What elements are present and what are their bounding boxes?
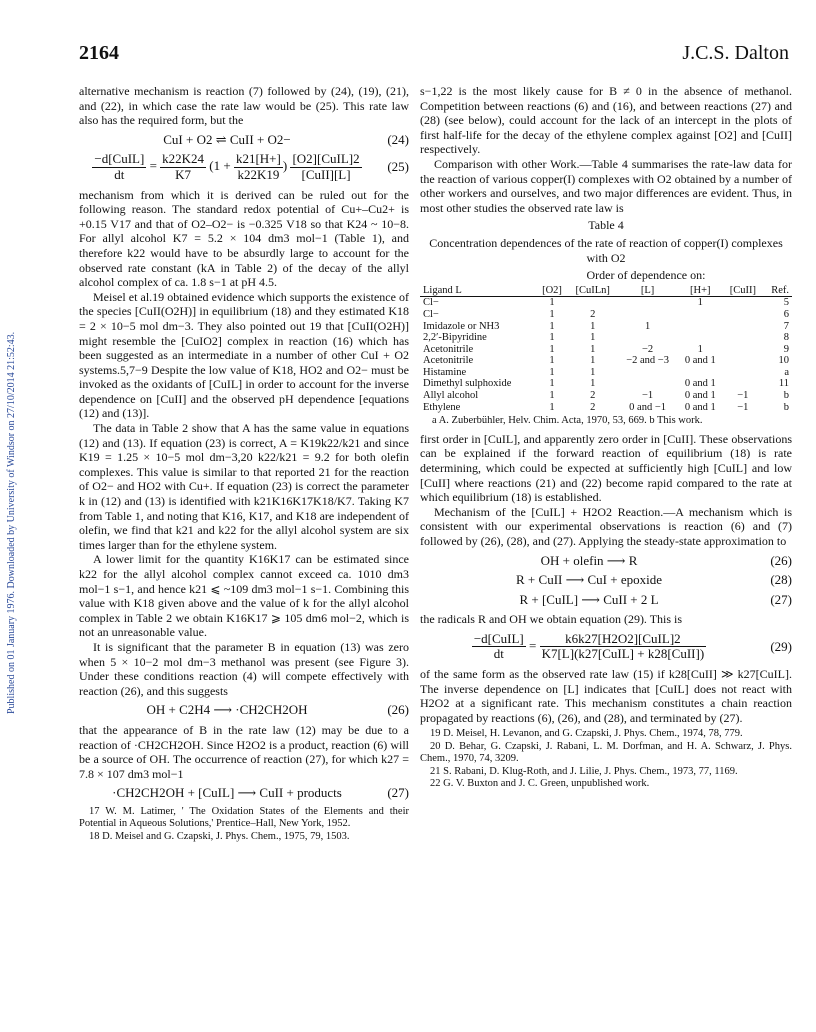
fraction: $\frac{k21[H+]}{k22K19}$ <box>235 151 281 182</box>
paragraph: The data in Table 2 show that A has the same value in equations (12) and (13). If equation (23) is correct, A = K19k22/k21 and since K19 = 1.25 × 10−5 mol dm−3,20 k22/k21 = 9.2 for both olefin complexes. This value is similar to that reported 21 for the reaction of O2− and HO2 with Cu+. If equation (23) is correct the parameter k in (12) and (13) is identified with k21K16K17K18/K7. Taking K7 from Table 1, and noting that K16, K17, and K18 are independent of olefin, we find that k21 and k22 for the allyl alcohol system are six times larger than for the ethylene system. <box>79 421 409 552</box>
table-cell: 0 and −1 <box>629 401 666 413</box>
page-header <box>79 42 789 70</box>
table-cell <box>723 321 763 333</box>
footnotes <box>420 728 792 791</box>
table-cell: 1 <box>549 332 555 344</box>
equation-body: OH + C2H4 ⟶ ·CH2CH2OH <box>146 702 308 718</box>
table-row <box>420 367 792 379</box>
table-header-row <box>420 285 792 297</box>
table-row <box>420 344 792 356</box>
paragraph: Meisel et al.19 obtained evidence which supports the existence of the species [CuII(O2H)] in equilibrium (18) and they estimated K18 = 2 × 10−5 mol dm−3. They also pointed out 19 that [CuII(O2H)] might resemble the [CuIO2] complex in reaction (16) which has been suggested as an intermediate in a number of other CuI + O2 systems.5,7−9 Despite the low value of K18, HO2 and O2− must be invoked as the oxidants of [CuIL] in order to account for the inverse dependence on [CuII] and the observed pH dependence [equations (12) and (13)]. <box>79 289 409 421</box>
table-row <box>420 378 792 390</box>
table-row <box>420 402 792 414</box>
equation-body: ·CH2CH2OH + [CuIL] ⟶ CuII + products <box>112 785 342 801</box>
equation-24 <box>79 133 409 148</box>
table-cell: b <box>783 390 789 402</box>
table-cell: b <box>783 401 789 413</box>
left-column <box>79 84 409 843</box>
table-cell <box>618 332 678 344</box>
table-cell <box>568 297 618 309</box>
table-cell <box>678 332 723 344</box>
fraction: $\frac{\text{k6k27[H2O2][CuIL]2}}{\text{K7[L](k27[CuIL] + k28[CuII])}}$ <box>541 630 705 662</box>
table-column-header: [H+] <box>678 285 723 297</box>
footnote: 22 G. V. Buxton and J. C. Green, unpublished work. <box>430 778 650 790</box>
paragraph: It is significant that the parameter B in equation (13) was zero when 5 × 10−2 mol dm−3 methanol was present (see Figure 3). Under these conditions reaction (4) will compete effectively with reaction (26), and this suggests <box>79 639 409 698</box>
table-column-header: [O2] <box>536 285 568 297</box>
table-cell <box>618 378 678 390</box>
fraction: $\frac{\text{−d[CuIL]}}{dt}$ <box>473 630 524 662</box>
equation-26b <box>420 554 792 569</box>
table-cell: −1 <box>737 390 749 402</box>
table-cell: 1 <box>549 355 555 367</box>
table-cell: Allyl alcohol <box>423 390 479 402</box>
equation-number: (29) <box>770 638 792 654</box>
equation-26 <box>79 703 409 718</box>
equation-body: CuI + O2 ⇌ CuII + O2− <box>163 131 291 147</box>
table-order-header: Order of dependence on: <box>586 268 706 283</box>
table-cell: 1 <box>549 343 555 355</box>
table-cell: Dimethyl sulphoxide <box>423 378 512 390</box>
equation-number: (26) <box>387 702 409 718</box>
footnote: 20 D. Behar, G. Czapski, J. Rabani, L. M. Dorfman, and H. A. Schwarz, J. Phys. Chem., 1970, 74, 3209. <box>420 740 792 765</box>
equation-number: (27) <box>770 591 792 607</box>
table-4 <box>420 285 792 414</box>
table-cell <box>723 297 763 309</box>
paragraph: mechanism from which it is derived can be ruled out for the following reason. The standard redox potential of Cu+–Cu2+ is +0.15 V17 and that of O2–O2− is −0.325 V18 so that K24 ~ 10−8. For allyl alcohol K7 = 5.2 × 104 dm3 mol−1 (Table 1), and therefore k22 would have to be absurdly large to account for the observed rate constant (kA in Table 2) of the decay of the allyl alcohol complex of ca. 1.8 s−1 at pH 4.5. <box>79 187 409 290</box>
table-cell: 5 <box>783 297 789 309</box>
footnote: 18 D. Meisel and G. Czapski, J. Phys. Chem., 1975, 79, 1503. <box>89 830 350 842</box>
equation-body: R + [CuIL] ⟶ CuII + 2 L <box>519 591 659 607</box>
table-cell <box>618 367 678 379</box>
table-cell: Cl− <box>423 308 439 320</box>
table-note: a A. Zuberbühler, Helv. Chim. Acta, 1970, 53, 669. b This work. <box>432 415 703 427</box>
table-cell <box>723 309 763 321</box>
fraction: $\frac{\text{−d[CuIL]}}{dt}$ <box>94 151 145 182</box>
table-row <box>420 321 792 333</box>
table-cell: −1 <box>642 390 654 402</box>
table-cell <box>678 321 723 333</box>
journal-title: J.C.S. Dalton <box>682 42 789 64</box>
table-cell: 1 <box>549 390 555 402</box>
table-cell: Acetonitrile <box>423 355 474 367</box>
table-cell: 1 <box>590 343 596 355</box>
table-cell: 2 <box>590 390 596 402</box>
equation-27b <box>420 593 792 608</box>
table-cell: 2 <box>590 308 596 320</box>
table-cell: 1 <box>590 378 596 390</box>
table-cell: Ethylene <box>423 401 461 413</box>
right-column <box>420 84 792 791</box>
table-cell: 1 <box>549 401 555 413</box>
equation-number: (28) <box>770 572 792 588</box>
paragraph: Comparison with other Work.—Table 4 summarises the rate-law data for the reaction of various copper(I) complexes with O2 obtained by a number of other workers and ourselves, and two major differences are evident. Thus, in most other studies the observed rate law is <box>420 156 792 215</box>
table-cell: a <box>784 366 789 378</box>
table-cell: Cl− <box>423 297 439 309</box>
footnote: 21 S. Rabani, D. Klug-Roth, and J. Lilie, J. Phys. Chem., 1973, 77, 1169. <box>430 765 738 777</box>
table-row <box>420 332 792 344</box>
table-cell: 1 <box>697 343 703 355</box>
publication-notice: Published on 01 January 1976. Downloaded by University of Windsor on 27/10/2014 21:52:43. <box>6 331 17 714</box>
equation-body: OH + olefin ⟶ R <box>540 552 638 568</box>
table-cell: 1 <box>549 297 555 309</box>
table-cell: 1 <box>549 366 555 378</box>
table-column-header: Ref. <box>763 285 792 297</box>
table-row <box>420 309 792 321</box>
equation-28 <box>420 573 792 588</box>
table-cell: −2 <box>642 343 654 355</box>
table-cell: −1 <box>737 401 749 413</box>
table-cell <box>618 309 678 321</box>
paragraph: alternative mechanism is reaction (7) followed by (24), (19), (21), and (22), in which case the rate law would be (25). This rate law also has the required form, but the <box>79 84 409 128</box>
equation-27 <box>79 786 409 801</box>
fraction: $\frac{\text{[O2][CuIL]2}}{\text{[CuII][L]}}$ <box>292 151 360 182</box>
table-cell: 8 <box>783 332 789 344</box>
paragraph: first order in [CuIL], and apparently zero order in [CuII]. These observations can be explained if the forward reaction of equilibrium (18) is rate determining, which could be expected at sufficiently high [CuIL] and low [CuII] where reactions (21) and (22) become rapid compared to the rate at which equilibrium (18) is established. <box>420 431 792 505</box>
table-cell <box>723 332 763 344</box>
table-cell <box>723 367 763 379</box>
paragraph: the radicals R and OH we obtain equation (29). This is <box>420 612 683 627</box>
table-cell: 1 <box>549 378 555 390</box>
table-cell <box>723 378 763 390</box>
table-cell: 0 and 1 <box>684 401 716 413</box>
table-cell: 9 <box>783 343 789 355</box>
table-cell: 2,2′-Bipyridine <box>423 332 487 344</box>
page-number: 2164 <box>79 42 119 64</box>
table-label: Table 4 <box>588 218 624 233</box>
table-cell: Imidazole or NH3 <box>423 320 500 332</box>
equation-number: (26) <box>770 552 792 568</box>
table-row <box>420 390 792 402</box>
footnote: 19 D. Meisel, H. Levanon, and G. Czapski, J. Phys. Chem., 1974, 78, 779. <box>430 728 743 740</box>
table-cell: 1 <box>590 320 596 332</box>
paragraph: A lower limit for the quantity K16K17 can be estimated since k22 for the allyl alcohol complex cannot exceed ca. 1010 dm3 mol−1 s−1, and hence k21 ⩽ ~109 dm3 mol−1 s−1. Combining this value with K18 given above and the value of k for the allyl alcohol complex in Table 2 we obtain K16K17 ⩾ 105 dm6 mol−2, which is not an unreasonable value. <box>79 552 409 640</box>
table-cell: 1 <box>590 366 596 378</box>
table-cell: 2 <box>590 401 596 413</box>
footnotes <box>79 806 409 844</box>
table-row <box>420 297 792 309</box>
table-column-header: [CuILn] <box>568 285 618 297</box>
table-cell <box>678 367 723 379</box>
table-cell: 0 and 1 <box>684 378 716 390</box>
table-cell: 1 <box>644 320 651 332</box>
table-cell: 6 <box>783 308 789 320</box>
table-cell: −2 and −3 <box>626 355 669 367</box>
equation-number: (25) <box>387 159 409 175</box>
table-cell: 7 <box>783 320 789 332</box>
footnote: 17 W. M. Latimer, ' The Oxidation States of the Elements and their Potential in Aqueous Solutions,' Prentice–Hall, New York, 1952. <box>79 805 409 830</box>
table-cell: Acetonitrile <box>423 343 474 355</box>
table-caption: Concentration dependences of the rate of reaction of copper(I) complexes with O2 <box>429 235 783 265</box>
table-cell: 0 and 1 <box>684 390 716 402</box>
table-cell: 1 <box>697 297 703 309</box>
table-cell <box>723 355 763 367</box>
table-cell: 11 <box>778 378 789 390</box>
paragraph: Mechanism of the [CuIL] + H2O2 Reaction.—A mechanism which is consistent with our experimental observations is reaction (6) and (7) followed by (26), (28), and (27). Applying the steady-state approximation to <box>420 504 792 548</box>
table-cell: 10 <box>778 355 789 367</box>
table-cell: 0 and 1 <box>684 355 716 367</box>
table-cell: 1 <box>549 320 555 332</box>
table-row <box>420 355 792 367</box>
table-cell: 1 <box>590 332 596 344</box>
equation-25: $\frac{\text{−d[CuIL]}}{dt}$ = $\frac{k22K24}{K7}$ (1 + $\frac{k21[H+]}{k22K19}$ ) $\frac{\text{[O2][CuIL]2}}{\text{[CuII][L]}}$ (25) <box>94 151 409 182</box>
table-cell: 1 <box>590 355 596 367</box>
table-cell: 1 <box>549 308 555 320</box>
table-column-header: Ligand L <box>420 285 536 297</box>
table-cell <box>723 344 763 356</box>
table-cell <box>618 297 678 309</box>
equation-number: (27) <box>387 785 409 801</box>
paragraph: s−1,22 is the most likely cause for B ≠ 0 in the absence of methanol. Competition between reactions (6) and (16), and between reactions (27) and (28) (see below), could account for the lack of an intercept in the plots of first half-life for the decay of the ethylene complex against [O2] and [CuII] respectively. <box>420 84 792 157</box>
equation-29: $\frac{\text{−d[CuIL]}}{dt}$ = $\frac{\text{k6k27[H2O2][CuIL]2}}{\text{K7[L](k27[CuIL] + k28[CuII])}}$ (29) <box>473 630 792 662</box>
paragraph: that the appearance of B in the rate law (12) may be due to a reaction of ·CH2CH2OH. Since H2O2 is a product, reaction (6) will be a source of OH. The occurrence of reaction (27), for which k27 = 7.8 × 107 dm3 mol−1 <box>79 722 409 781</box>
table-column-header: [CuII] <box>723 285 763 297</box>
fraction: $\frac{k22K24}{K7}$ <box>162 151 205 182</box>
table-cell <box>678 309 723 321</box>
paragraph: of the same form as the observed rate law (15) if k28[CuII] ≫ k27[CuIL]. The inverse dependence on [L] indicates that [CuIL] does not react with H2O2 at a significant rate. This mechanism constitutes a chain reaction propagated by reactions (6), (26), and (28), and terminated by (27). <box>420 667 792 725</box>
equation-body: R + CuII ⟶ CuI + epoxide <box>516 572 662 588</box>
table-body <box>420 297 792 413</box>
equation-number: (24) <box>387 131 409 147</box>
table-column-header: [L] <box>618 285 678 297</box>
table-cell: Histamine <box>423 366 467 378</box>
